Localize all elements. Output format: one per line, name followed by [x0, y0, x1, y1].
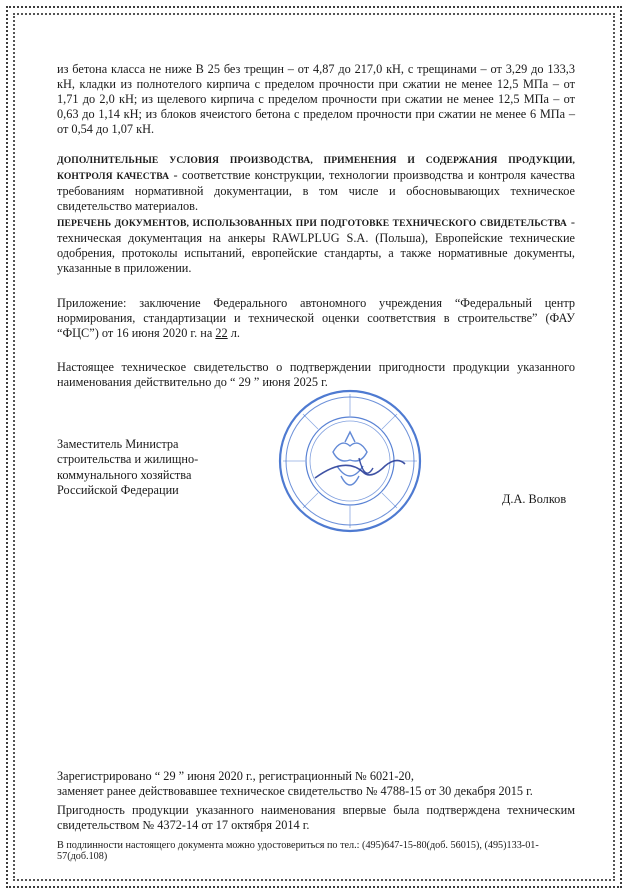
section-additional-conditions — [57, 152, 575, 214]
section-heading-documents: ПЕРЕЧЕНЬ ДОКУМЕНТОВ, ИСПОЛЬЗОВАННЫХ ПРИ ПОДГОТОВКЕ ТЕХНИЧЕСКОГО СВИДЕТЕЛЬСТВА — [57, 218, 567, 229]
section-footer-note — [57, 840, 575, 862]
signatory-line-4: Российской Федерации — [57, 482, 179, 497]
appendix-text: Приложение: заключение Федерального автономного учреждения “Федеральный центр нормирования, стандартизации и технической оценки соответствия в строительстве” (ФАУ “ФЦС”) от 16 июня 2020 г. на — [57, 296, 575, 340]
main-content — [57, 62, 575, 137]
registration-line-1: Зарегистрировано “ 29 ” июня 2020 г., регистрационный № 6021-20, — [57, 769, 414, 783]
registration-line-2: заменяет ранее действовавшее техническое свидетельство № 4788-15 от 30 декабря 2015 г. — [57, 784, 533, 798]
appendix-page-count: 22 — [215, 326, 228, 340]
signatory-position — [57, 437, 277, 498]
paragraph-load-values: из бетона класса не ниже В 25 без трещин – от 4,87 до 217,0 кН, с трещинами – от 3,29 до 133,3 кН, кладки из полнотелого кирпича с пределом прочности при сжатии не менее 12,5 МПа – от 1,71 до 2,0 кН; из щелевого кирпича с пределом прочности при сжатии не менее 12,5 МПа – от 0,63 до 1,14 кН; из блоков ячеистого бетона с пределом прочности при сжатии не менее 6 МПа – от 0,54 до 1,07 кН. — [57, 62, 575, 136]
signatory-line-3: коммунального хозяйства — [57, 467, 192, 482]
verification-phone-note: В подлинности настоящего документа можно удостовериться по тел.: (495)647-15-80(доб. 56015), (495)133-01-57(доб.108) — [57, 840, 539, 862]
validity-text: Настоящее техническое свидетельство о подтверждении пригодности продукции указанного наименования действительно до “ 29 ” июня 2025 г. — [57, 360, 575, 389]
section-registration — [57, 769, 575, 799]
section-heading-conditions: ДОПОЛНИТЕЛЬНЫЕ УСЛОВИЯ ПРОИЗВОДСТВА, ПРИМЕНЕНИЯ И СОДЕРЖАНИЯ ПРОДУКЦИИ, КОНТРОЛЯ КАЧЕСТВА — [57, 155, 575, 182]
section-appendix — [57, 296, 575, 341]
section-text-conditions: - соответствие конструкции, технологии производства и контроля качества требованиям нормативной документации, в том числе и обосновывающих техническое свидетельство материалов. — [57, 168, 575, 213]
section-documents-list — [57, 215, 575, 276]
official-seal-stamp — [275, 386, 425, 536]
section-text-documents: - техническая документация на анкеры RAWLPLUG S.A. (Польша), Европейские технические одобрения, протоколы испытаний, европейские стандарты, а также нормативные документы, указанные в приложении. — [57, 215, 575, 275]
section-prior-confirmation — [57, 803, 575, 833]
signatory-line-2: строительства и жилищно- — [57, 452, 199, 467]
signatory-line-1: Заместитель Министра — [57, 437, 179, 451]
appendix-suffix: л. — [227, 326, 240, 340]
signatory-name: Д.А. Волков — [502, 492, 567, 506]
prior-confirmation-text: Пригодность продукции указанного наименования впервые была подтверждена техническим свидетельством № 4372-14 от 17 октября 2014 г. — [57, 803, 575, 832]
